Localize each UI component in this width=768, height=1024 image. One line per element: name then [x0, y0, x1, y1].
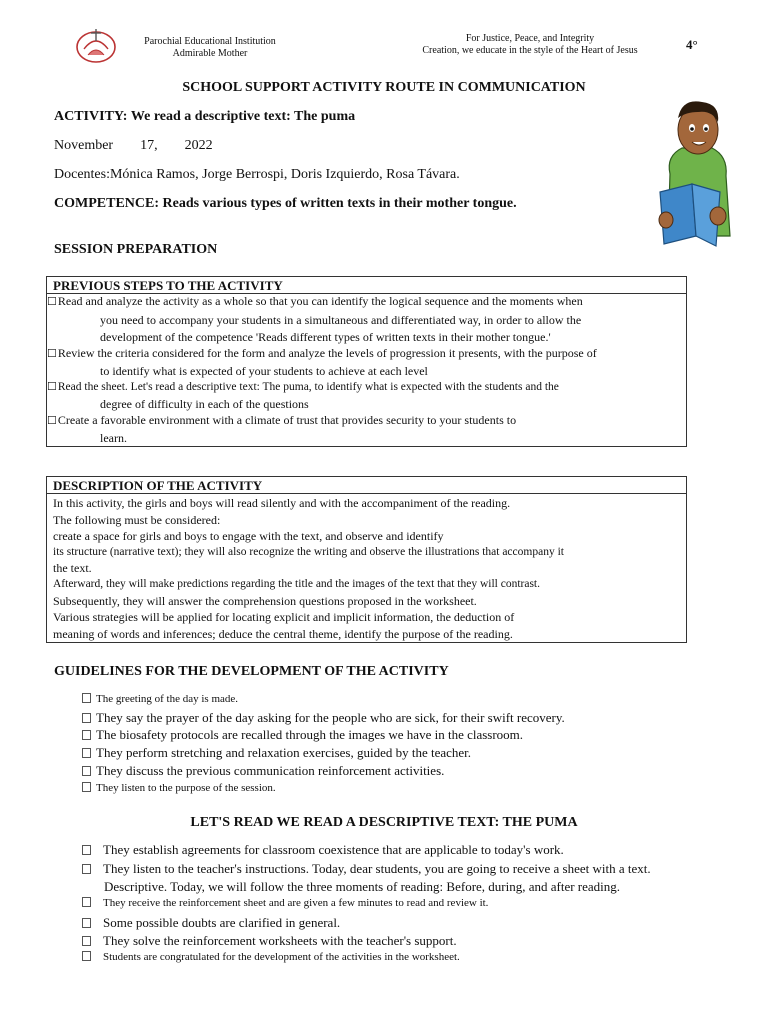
previous-step-3-text: Read the sheet. Let's read a descriptive text: The puma, to identify what is expected with the students and the	[57, 381, 559, 393]
previous-step-1-text: Read and analyze the activity as a whole so that you can identify the logical sequence and the moments when	[57, 294, 583, 308]
guideline-item	[82, 727, 523, 743]
reading-item	[82, 951, 460, 963]
previous-step-2	[47, 346, 597, 361]
reading-text: Some possible doubts are clarified in general.	[103, 915, 341, 930]
date-line	[54, 138, 213, 154]
competence-line	[54, 196, 517, 212]
date-year: 2022	[184, 138, 213, 153]
bullet-box-icon	[82, 730, 91, 740]
guideline-item	[82, 745, 471, 761]
bullet-box-icon	[82, 766, 91, 776]
bullet-box-icon	[82, 693, 91, 703]
previous-step-4-cont: learn.	[100, 431, 127, 445]
document-title: SCHOOL SUPPORT ACTIVITY ROUTE IN COMMUNICATION	[182, 80, 586, 95]
reading-item	[82, 897, 488, 909]
description-heading: DESCRIPTION OF THE ACTIVITY	[47, 477, 686, 494]
guideline-item	[82, 782, 276, 794]
bullet-box-icon	[82, 782, 91, 792]
school-logo	[74, 25, 118, 65]
institution-line-2: Admirable Mother	[172, 48, 248, 59]
guideline-text: They listen to the purpose of the session.	[96, 782, 276, 794]
institution-name	[140, 36, 280, 60]
bullet-box-icon	[82, 897, 91, 907]
reading-text: They receive the reinforcement sheet and are given a few minutes to read and review it.	[103, 897, 489, 909]
description-line: its structure (narrative text); they will also recognize the writing and observe the illustrations that accompany it	[53, 546, 564, 558]
previous-step-1-cont: you need to accompany your students in a simultaneous and differentiated way, in order to allow the	[100, 313, 582, 327]
motto-line-1: For Justice, Peace, and Integrity	[465, 33, 595, 44]
institution-line-1: Parochial Educational Institution	[144, 36, 276, 47]
description-line: The following must be considered:	[53, 513, 221, 527]
description-line: the text.	[53, 561, 92, 575]
reading-text: They solve the reinforcement worksheets with the teacher's support.	[103, 933, 457, 948]
previous-step-3	[47, 380, 559, 393]
reading-text: They listen to the teacher's instructions. Today, dear students, you are going to receive a sheet with a text.	[103, 861, 651, 876]
checkbox-icon: ☐	[47, 348, 57, 360]
checkbox-icon: ☐	[47, 415, 57, 427]
previous-step-2-cont: to identify what is expected of your students to achieve at each level	[100, 364, 428, 378]
previous-step-4-text: Create a favorable environment with a climate of trust that provides security to your students to	[57, 413, 517, 427]
reading-item	[82, 842, 564, 858]
guideline-item	[82, 693, 238, 705]
checkbox-icon: ☐	[47, 381, 57, 393]
guideline-text: The biosafety protocols are recalled through the images we have in the classroom.	[96, 727, 524, 742]
bullet-box-icon	[82, 845, 91, 855]
guideline-item	[82, 763, 444, 779]
activity-value: We read a descriptive text: The puma	[130, 109, 356, 124]
previous-steps-heading: PREVIOUS STEPS TO THE ACTIVITY	[47, 277, 686, 294]
guideline-text: They say the prayer of the day asking for the people who are sick, for their swift recovery.	[96, 710, 565, 725]
bullet-box-icon	[82, 918, 91, 928]
reading-child-illustration	[656, 96, 738, 256]
activity-line	[54, 109, 355, 125]
reading-heading: LET'S READ WE READ A DESCRIPTIVE TEXT: THE PUMA	[190, 815, 578, 830]
session-preparation-heading: SESSION PREPARATION	[54, 242, 218, 257]
activity-label: ACTIVITY:	[54, 109, 128, 124]
description-box	[46, 476, 687, 643]
previous-step-4	[47, 413, 516, 428]
reading-item	[82, 861, 651, 877]
competence-value: Reads various types of written texts in their mother tongue.	[162, 196, 517, 211]
reading-text: They establish agreements for classroom coexistence that are applicable to today's work.	[103, 842, 564, 857]
description-line: meaning of words and inferences; deduce the central theme, identify the purpose of the reading.	[53, 627, 513, 641]
bullet-box-icon	[82, 748, 91, 758]
bullet-box-icon	[82, 936, 91, 946]
guideline-item	[82, 710, 565, 726]
reading-item-cont: Descriptive. Today, we will follow the three moments of reading: Before, during, and after reading.	[104, 879, 621, 894]
guidelines-heading: GUIDELINES FOR THE DEVELOPMENT OF THE ACTIVITY	[54, 664, 449, 679]
bullet-box-icon	[82, 864, 91, 874]
reading-item	[82, 933, 457, 949]
previous-step-1-cont: development of the competence 'Reads different types of written texts in their mother tongue.'	[100, 330, 551, 344]
date-month: November	[54, 138, 114, 153]
description-line: Afterward, they will make predictions regarding the title and the images of the text that they will contrast.	[53, 578, 541, 590]
checkbox-icon: ☐	[47, 296, 57, 308]
motto	[400, 33, 660, 57]
previous-step-3-cont: degree of difficulty in each of the questions	[100, 397, 309, 411]
reading-item	[82, 915, 340, 931]
grade-label: 4°	[686, 37, 698, 52]
competence-label: COMPETENCE:	[54, 196, 159, 211]
guideline-text: They perform stretching and relaxation exercises, guided by the teacher.	[96, 745, 472, 760]
teachers-line: Docentes:Mónica Ramos, Jorge Berrospi, Doris Izquierdo, Rosa Távara.	[54, 167, 460, 182]
previous-step-1	[47, 294, 583, 309]
description-line: In this activity, the girls and boys will read silently and with the accompaniment of the reading.	[53, 496, 511, 510]
reading-text: Students are congratulated for the development of the activities in the worksheet.	[103, 951, 460, 963]
guideline-text: The greeting of the day is made.	[96, 693, 239, 705]
description-line: create a space for girls and boys to engage with the text, and observe and identify	[53, 529, 444, 543]
previous-steps-box	[46, 276, 687, 447]
bullet-box-icon	[82, 713, 91, 723]
description-line: Various strategies will be applied for locating explicit and implicit information, the deduction of	[53, 610, 515, 624]
guideline-text: They discuss the previous communication reinforcement activities.	[96, 763, 445, 778]
description-line: Subsequently, they will answer the comprehension questions proposed in the worksheet.	[53, 594, 477, 608]
bullet-box-icon	[82, 951, 91, 961]
motto-line-2: Creation, we educate in the style of the Heart of Jesus	[422, 45, 638, 56]
previous-step-2-text: Review the criteria considered for the form and analyze the levels of progression it presents, with the purpose of	[57, 346, 597, 360]
date-day: 17,	[140, 138, 158, 153]
